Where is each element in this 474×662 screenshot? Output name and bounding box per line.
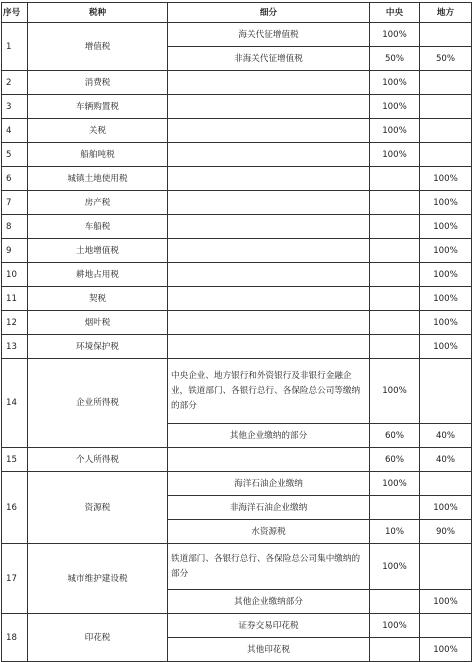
row-center: 100% [370,71,420,95]
row-no: 3 [2,95,28,119]
table-row [2,191,472,215]
row-no: 15 [2,448,28,472]
row-local: 40% [420,424,472,448]
row-tax: 城市维护建设税 [28,544,168,614]
table-row [2,359,472,424]
row-local: 100% [420,167,472,191]
row-detail [168,287,370,311]
table-row [2,472,472,496]
table-row [2,239,472,263]
header-detail: 细分 [168,3,370,23]
row-tax: 印花税 [28,614,168,662]
row-detail: 海关代征增值税 [168,23,370,47]
row-tax: 车辆购置税 [28,95,168,119]
row-center [370,239,420,263]
row-center: 100% [370,119,420,143]
table-row [2,119,472,143]
row-local: 90% [420,520,472,544]
row-detail [168,143,370,167]
row-detail [168,167,370,191]
table-row [2,215,472,239]
row-no: 18 [2,614,28,662]
row-tax: 环境保护税 [28,335,168,359]
row-center: 60% [370,448,420,472]
row-no: 11 [2,287,28,311]
table-row [2,263,472,287]
table-row [2,311,472,335]
row-local [420,95,472,119]
row-local: 50% [420,47,472,71]
row-detail: 其他企业缴纳部分 [168,590,370,614]
row-center [370,287,420,311]
row-local [420,119,472,143]
row-tax: 城镇土地使用税 [28,167,168,191]
row-detail [168,119,370,143]
row-no: 9 [2,239,28,263]
row-center [370,167,420,191]
row-no: 2 [2,71,28,95]
row-local: 100% [420,311,472,335]
row-local [420,23,472,47]
row-local: 100% [420,215,472,239]
row-no: 17 [2,544,28,614]
row-center [370,638,420,662]
row-center: 100% [370,544,420,590]
header-center: 中央 [370,3,420,23]
row-detail: 其他企业缴纳的部分 [168,424,370,448]
row-tax: 烟叶税 [28,311,168,335]
row-local: 100% [420,239,472,263]
row-detail [168,95,370,119]
row-no: 12 [2,311,28,335]
row-local: 100% [420,496,472,520]
header-tax: 税种 [28,3,168,23]
row-detail: 铁道部门、各银行总行、各保险总公司集中缴纳的部分 [168,544,370,590]
row-local: 100% [420,191,472,215]
row-center: 100% [370,143,420,167]
row-center: 10% [370,520,420,544]
row-detail: 水资源税 [168,520,370,544]
row-center: 100% [370,614,420,638]
row-detail [168,448,370,472]
row-detail [168,71,370,95]
table-row [2,448,472,472]
row-tax: 消费税 [28,71,168,95]
row-no: 4 [2,119,28,143]
row-no: 6 [2,167,28,191]
row-local: 40% [420,448,472,472]
row-center [370,215,420,239]
row-tax: 耕地占用税 [28,263,168,287]
row-no: 13 [2,335,28,359]
table-row [2,71,472,95]
row-local [420,614,472,638]
row-center: 60% [370,424,420,448]
row-no: 10 [2,263,28,287]
row-detail [168,191,370,215]
row-local: 100% [420,287,472,311]
row-detail [168,215,370,239]
row-center [370,311,420,335]
row-center: 100% [370,359,420,424]
row-center: 100% [370,95,420,119]
tax-allocation-table [1,2,472,662]
row-local [420,544,472,590]
row-center [370,263,420,287]
row-tax: 增值税 [28,23,168,71]
row-no: 5 [2,143,28,167]
row-tax: 车船税 [28,215,168,239]
row-no: 16 [2,472,28,544]
table-row [2,544,472,590]
row-center: 100% [370,472,420,496]
row-no: 14 [2,359,28,448]
row-local [420,143,472,167]
row-detail: 海洋石油企业缴纳 [168,472,370,496]
table-row [2,335,472,359]
header-no: 序号 [2,3,28,23]
page [0,2,474,655]
header-row [2,3,472,23]
row-no: 8 [2,215,28,239]
header-local: 地方 [420,3,472,23]
row-tax: 关税 [28,119,168,143]
row-tax: 船舶吨税 [28,143,168,167]
row-local: 100% [420,263,472,287]
row-tax: 契税 [28,287,168,311]
table-row [2,95,472,119]
table-row [2,287,472,311]
row-center: 50% [370,47,420,71]
row-tax: 个人所得税 [28,448,168,472]
row-local [420,472,472,496]
row-detail [168,335,370,359]
row-detail: 中央企业、地方银行和外资银行及非银行金融企业，铁道部门、各银行总行、各保险总公司等缴纳的部分 [168,359,370,424]
row-center [370,496,420,520]
row-center [370,590,420,614]
row-center: 100% [370,23,420,47]
row-detail: 其他印花税 [168,638,370,662]
row-tax: 土地增值税 [28,239,168,263]
row-tax: 资源税 [28,472,168,544]
row-center [370,335,420,359]
table-row [2,23,472,47]
row-detail: 非海洋石油企业缴纳 [168,496,370,520]
table-row [2,143,472,167]
row-center [370,191,420,215]
row-no: 1 [2,23,28,71]
row-detail [168,239,370,263]
table-row [2,167,472,191]
row-detail: 非海关代征增值税 [168,47,370,71]
table-row [2,614,472,638]
row-tax: 企业所得税 [28,359,168,448]
row-no: 7 [2,191,28,215]
row-detail: 证券交易印花税 [168,614,370,638]
row-local: 100% [420,590,472,614]
row-detail [168,263,370,287]
row-local [420,359,472,424]
row-local: 100% [420,335,472,359]
row-tax: 房产税 [28,191,168,215]
row-detail [168,311,370,335]
row-local [420,71,472,95]
row-local: 100% [420,638,472,662]
